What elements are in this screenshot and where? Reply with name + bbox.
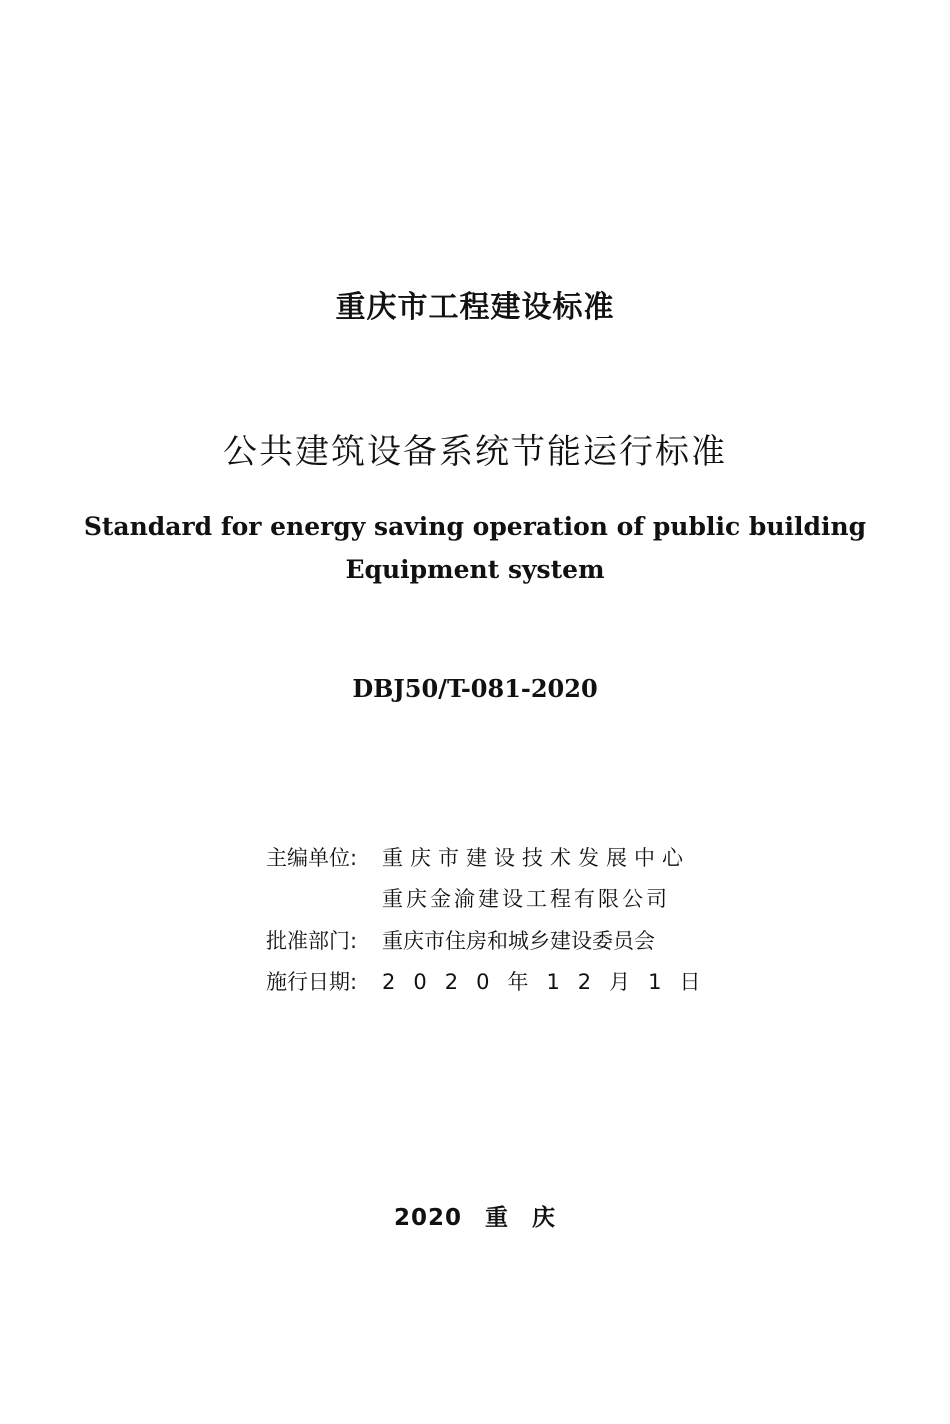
editor-value-1: 重庆市建设技术发展中心 (382, 846, 690, 870)
effective-date-label: 施行日期: (266, 970, 358, 994)
editor-row-2 (266, 886, 670, 912)
effective-date-value: 2020年12月1日 (382, 970, 719, 994)
document-title-english-line1: Standard for energy saving operation of public building (83, 512, 867, 541)
standard-code: DBJ50/T-081-2020 (352, 674, 598, 703)
approval-label: 批准部门: (266, 929, 358, 953)
effective-date-row (266, 969, 719, 995)
approval-row (266, 928, 655, 954)
editor-row (266, 845, 690, 871)
editor-value-2: 重庆金渝建设工程有限公司 (382, 887, 670, 911)
document-title-english-line2: Equipment system (345, 555, 605, 584)
approval-value: 重庆市住房和城乡建设委员会 (382, 929, 655, 953)
publication-footer: 2020 重 庆 (393, 1205, 557, 1231)
document-title-chinese: 公共建筑设备系统节能运行标准 (223, 432, 727, 472)
editor-label: 主编单位: (266, 846, 358, 870)
standard-series-heading: 重庆市工程建设标准 (335, 290, 615, 325)
